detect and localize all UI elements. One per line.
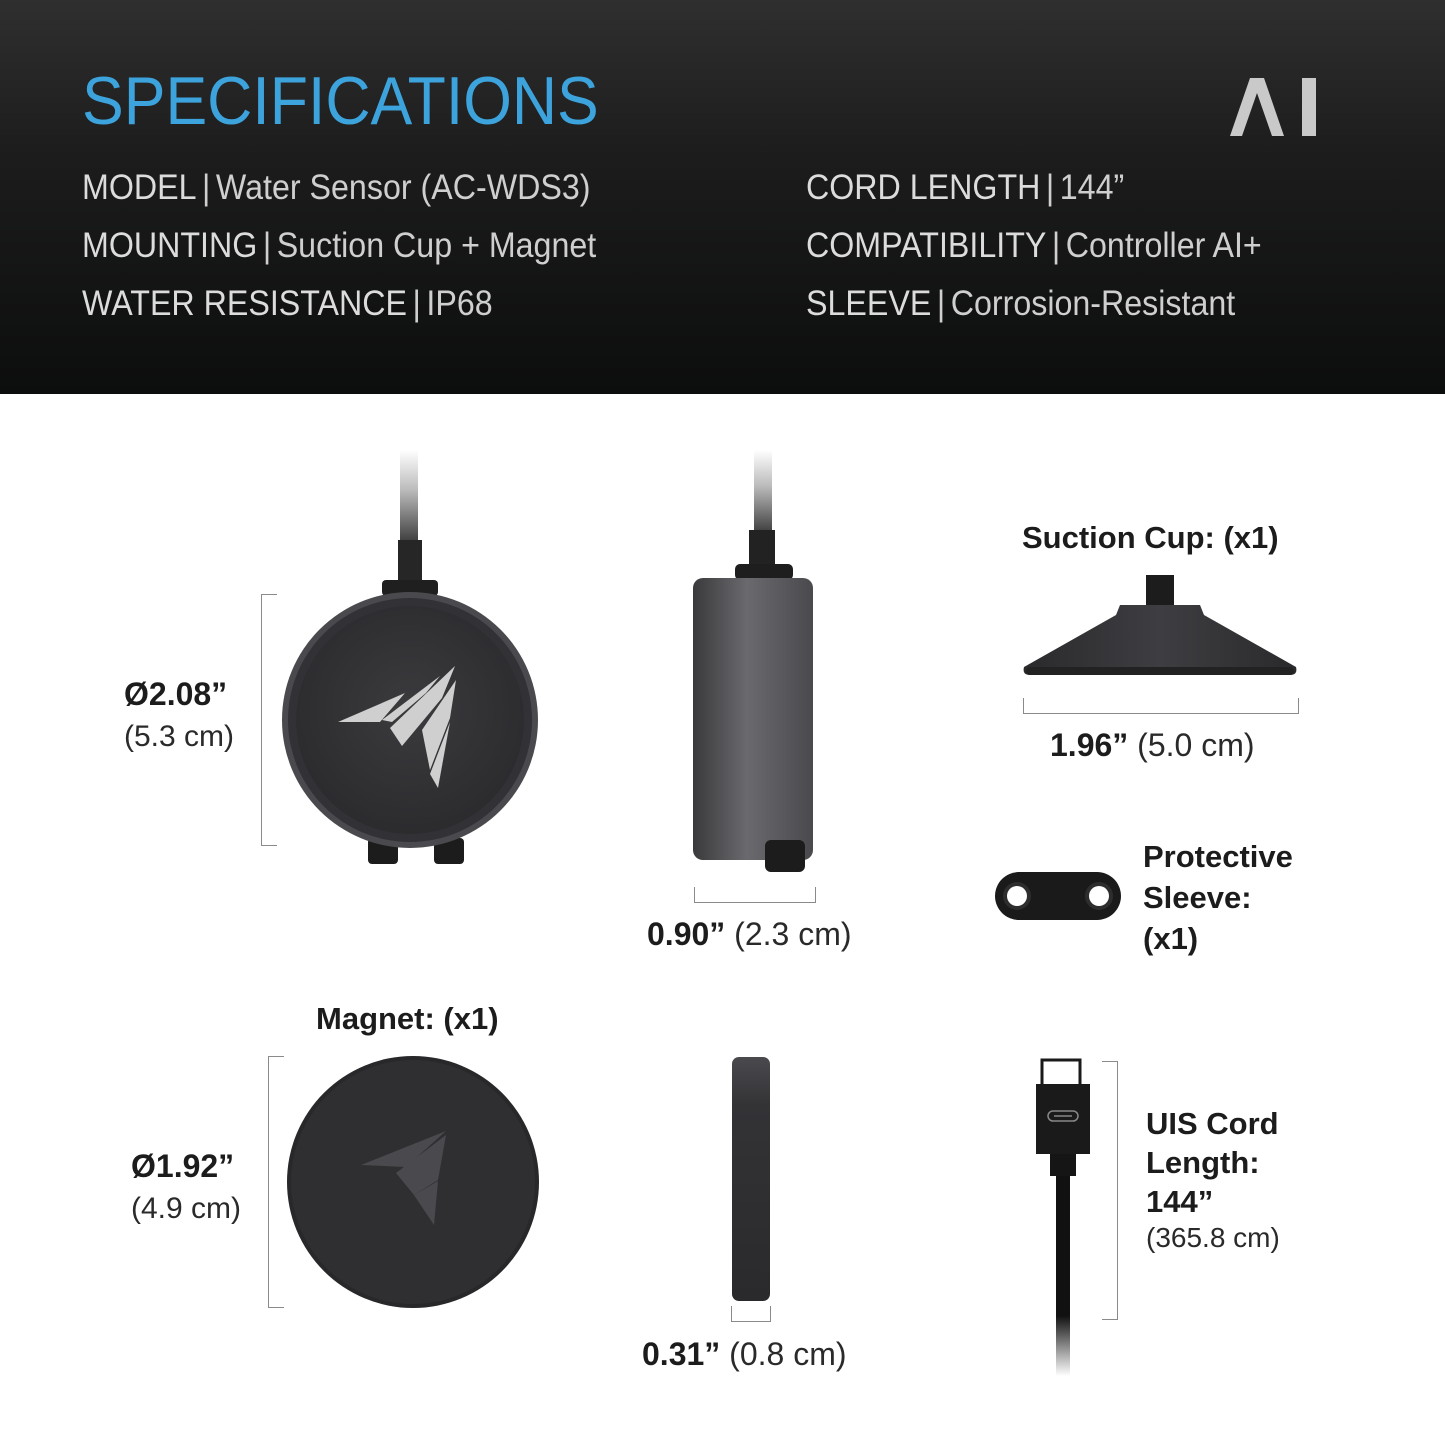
spec-separator: | bbox=[412, 284, 421, 323]
ai-logo-icon bbox=[1230, 78, 1318, 136]
uis-cord-length-cm: (365.8 cm) bbox=[1146, 1222, 1280, 1253]
suction-cup-title: Suction Cup: (x1) bbox=[1022, 520, 1279, 555]
magnet-thickness-label bbox=[642, 1336, 847, 1373]
title-line: (x1) bbox=[1143, 921, 1199, 956]
sensor-diameter-cm: (5.3 cm) bbox=[124, 720, 235, 753]
spec-value: Controller AI+ bbox=[1065, 226, 1262, 265]
spec-separator: | bbox=[1051, 226, 1061, 265]
spec-key: COMPATIBILITY bbox=[806, 226, 1047, 265]
dimension-bracket bbox=[1102, 1061, 1118, 1320]
spec-key: MOUNTING bbox=[82, 226, 258, 265]
dimension-bracket bbox=[731, 1306, 771, 1322]
spec-value: Water Sensor (AC-WDS3) bbox=[215, 168, 591, 207]
sensor-diameter-label: Ø2.08” bbox=[124, 676, 228, 712]
spec-compatibility bbox=[806, 224, 1262, 282]
spec-cord-length bbox=[806, 166, 1262, 224]
spec-water-resistance bbox=[82, 282, 596, 340]
specifications-header bbox=[0, 0, 1445, 394]
sensor-cord bbox=[400, 450, 418, 550]
magnet-thickness-cm: (0.8 cm) bbox=[729, 1336, 847, 1372]
spec-key: WATER RESISTANCE bbox=[82, 284, 408, 323]
spec-separator: | bbox=[202, 168, 211, 207]
title-line: UIS Cord bbox=[1146, 1106, 1279, 1141]
dimension-bracket bbox=[1023, 698, 1299, 714]
magnet-thickness-inch: 0.31” bbox=[642, 1336, 721, 1372]
spec-key: SLEEVE bbox=[806, 284, 932, 323]
spec-separator: | bbox=[262, 226, 272, 265]
magnet-diameter-label: Ø1.92” bbox=[131, 1148, 235, 1184]
specs-right-column bbox=[806, 166, 1301, 340]
page-title: SPECIFICATIONS bbox=[82, 63, 599, 139]
title-line: Protective bbox=[1143, 839, 1293, 874]
water-sensor-side-icon bbox=[685, 530, 825, 880]
spec-mounting bbox=[82, 224, 596, 282]
title-line: Length: bbox=[1146, 1145, 1260, 1180]
spec-key: MODEL bbox=[82, 168, 197, 207]
spec-model bbox=[82, 166, 596, 224]
spec-separator: | bbox=[1045, 168, 1055, 207]
water-sensor-front-icon bbox=[270, 540, 550, 870]
protective-sleeve-icon bbox=[993, 868, 1123, 924]
uis-cord-title bbox=[1146, 1104, 1279, 1221]
sensor-depth-cm: (2.3 cm) bbox=[734, 916, 852, 952]
sensor-depth-label bbox=[647, 916, 852, 953]
title-line: 144” bbox=[1146, 1184, 1214, 1219]
magnet-front-icon bbox=[286, 1055, 541, 1310]
spec-value: IP68 bbox=[426, 284, 493, 323]
dimension-bracket bbox=[694, 887, 816, 903]
protective-sleeve-title bbox=[1143, 836, 1293, 959]
sensor-cord-side bbox=[754, 450, 772, 540]
magnet-diameter-cm: (4.9 cm) bbox=[131, 1192, 242, 1225]
magnet-side-icon bbox=[730, 1057, 772, 1303]
suction-cup-icon bbox=[1020, 575, 1300, 680]
title-line: Sleeve: bbox=[1143, 880, 1252, 915]
spec-value: Suction Cup + Magnet bbox=[276, 226, 597, 265]
spec-separator: | bbox=[936, 284, 946, 323]
specs-left-column bbox=[82, 166, 641, 340]
suction-cup-width-cm: (5.0 cm) bbox=[1137, 727, 1255, 763]
dimension-bracket bbox=[261, 594, 277, 846]
uis-cord-connector-icon bbox=[1030, 1058, 1100, 1378]
sensor-depth-inch: 0.90” bbox=[647, 916, 726, 952]
spec-value: Corrosion-Resistant bbox=[950, 284, 1236, 323]
spec-key: CORD LENGTH bbox=[806, 168, 1041, 207]
suction-cup-width-label bbox=[1050, 727, 1255, 764]
dimension-bracket bbox=[268, 1056, 284, 1308]
magnet-title: Magnet: (x1) bbox=[316, 1001, 499, 1036]
suction-cup-width-inch: 1.96” bbox=[1050, 727, 1129, 763]
spec-sleeve bbox=[806, 282, 1262, 340]
spec-value: 144” bbox=[1059, 168, 1125, 207]
